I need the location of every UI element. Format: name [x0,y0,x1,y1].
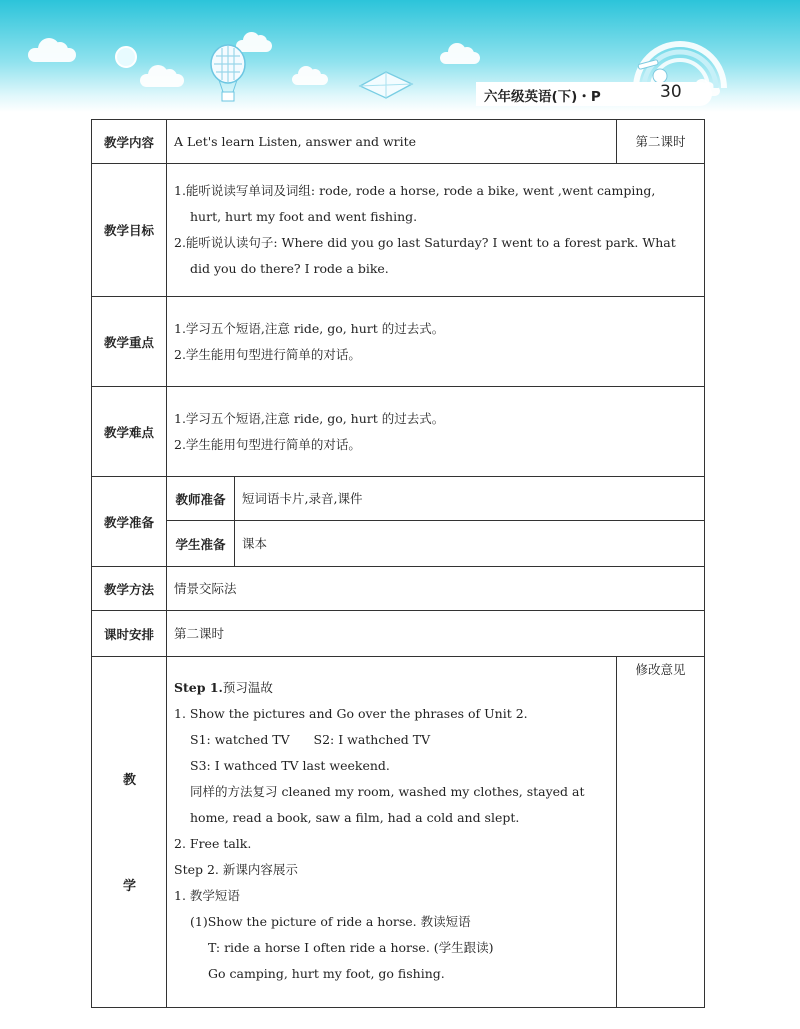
key-point-line: 1.学习五个短语,注意 ride, go, hurt 的过去式。 [174,320,445,336]
goal-line: did you do there? I rode a bike. [190,261,389,276]
cloud-decoration [140,74,184,87]
process-label-char: 教 [122,773,136,788]
rainbow-icon [630,30,730,90]
table-row [92,164,705,297]
key-points-cell [167,297,705,387]
process-line: home, read a book, saw a film, had a cold and slept. [190,810,520,825]
process-line: S1: watched TV S2: I wathched TV [190,732,431,747]
process-line: T: ride a horse I often ride a horse. (学生跟读) [208,940,494,955]
process-line: 1. 教学短语 [174,888,240,903]
schedule-value: 第二课时 [167,611,705,657]
header-banner [0,0,800,112]
step1-title: 预习温故 [222,680,273,695]
method-value: 情景交际法 [167,567,705,611]
kite-icon [356,68,416,102]
student-prep-label: 学生准备 [167,521,235,567]
cloud-decoration [292,74,328,85]
cloud-decoration [440,52,480,64]
student-prep-value: 课本 [235,521,705,567]
table-row [92,120,705,164]
process-label-char: 学 [122,879,136,894]
difficulty-line: 1.学习五个短语,注意 ride, go, hurt 的过去式。 [174,410,445,426]
process-line: 同样的方法复习 cleaned my room, washed my clothes, stayed at [190,784,585,799]
lesson-plan-table [91,119,705,1008]
row-label: 教学难点 [92,387,167,477]
process-line: Step 2. 新课内容展示 [174,862,298,877]
process-label-cell [92,657,167,1008]
revision-notes-label: 修改意见 [635,662,686,677]
revision-notes-cell [617,657,705,1008]
process-line: 1. Show the pictures and Go over the phrases of Unit 2. [174,706,528,721]
table-row [92,297,705,387]
hot-air-balloon-icon [208,44,248,106]
difficulty-line: 2.学生能用句型进行简单的对话。 [174,436,361,452]
goal-line: hurt, hurt my foot and went fishing. [190,209,418,224]
goals-cell [167,164,705,297]
teacher-prep-label: 教师准备 [167,477,235,521]
process-line: 2. Free talk. [174,836,252,851]
row-label: 教学重点 [92,297,167,387]
grade-label: 六年级英语(下)・P [484,89,601,105]
row-label: 教学内容 [92,120,167,164]
row-label: 课时安排 [92,611,167,657]
period-cell: 第二课时 [617,120,705,164]
lesson-content: A Let's learn Listen, answer and write [167,120,617,164]
table-row [92,657,705,1008]
row-label: 教学方法 [92,567,167,611]
sun-icon [115,46,137,68]
goal-line: 1.能听说读写单词及词组: rode, rode a horse, rode a bike, went ,went camping, [174,183,656,198]
process-line: (1)Show the picture of ride a horse. 教读短语 [190,914,471,929]
process-line: Go camping, hurt my foot, go fishing. [208,966,445,981]
table-row [92,611,705,657]
step1-number: Step 1. [174,680,223,695]
teacher-prep-value: 短词语卡片,录音,课件 [235,477,705,521]
process-line: S3: I wathced TV last weekend. [190,758,390,773]
process-content [167,657,617,1008]
cloud-decoration [28,48,76,62]
table-row [92,521,705,567]
step-heading [174,675,609,701]
page-number: 30 [660,82,682,102]
key-point-line: 2.学生能用句型进行简单的对话。 [174,346,361,362]
row-label: 教学目标 [92,164,167,297]
difficulties-cell [167,387,705,477]
row-label: 教学准备 [92,477,167,567]
table-row [92,387,705,477]
goal-line: 2.能听说认读句子: Where did you go last Saturday? I went to a forest park. What [174,235,676,250]
table-row [92,477,705,521]
table-row [92,567,705,611]
